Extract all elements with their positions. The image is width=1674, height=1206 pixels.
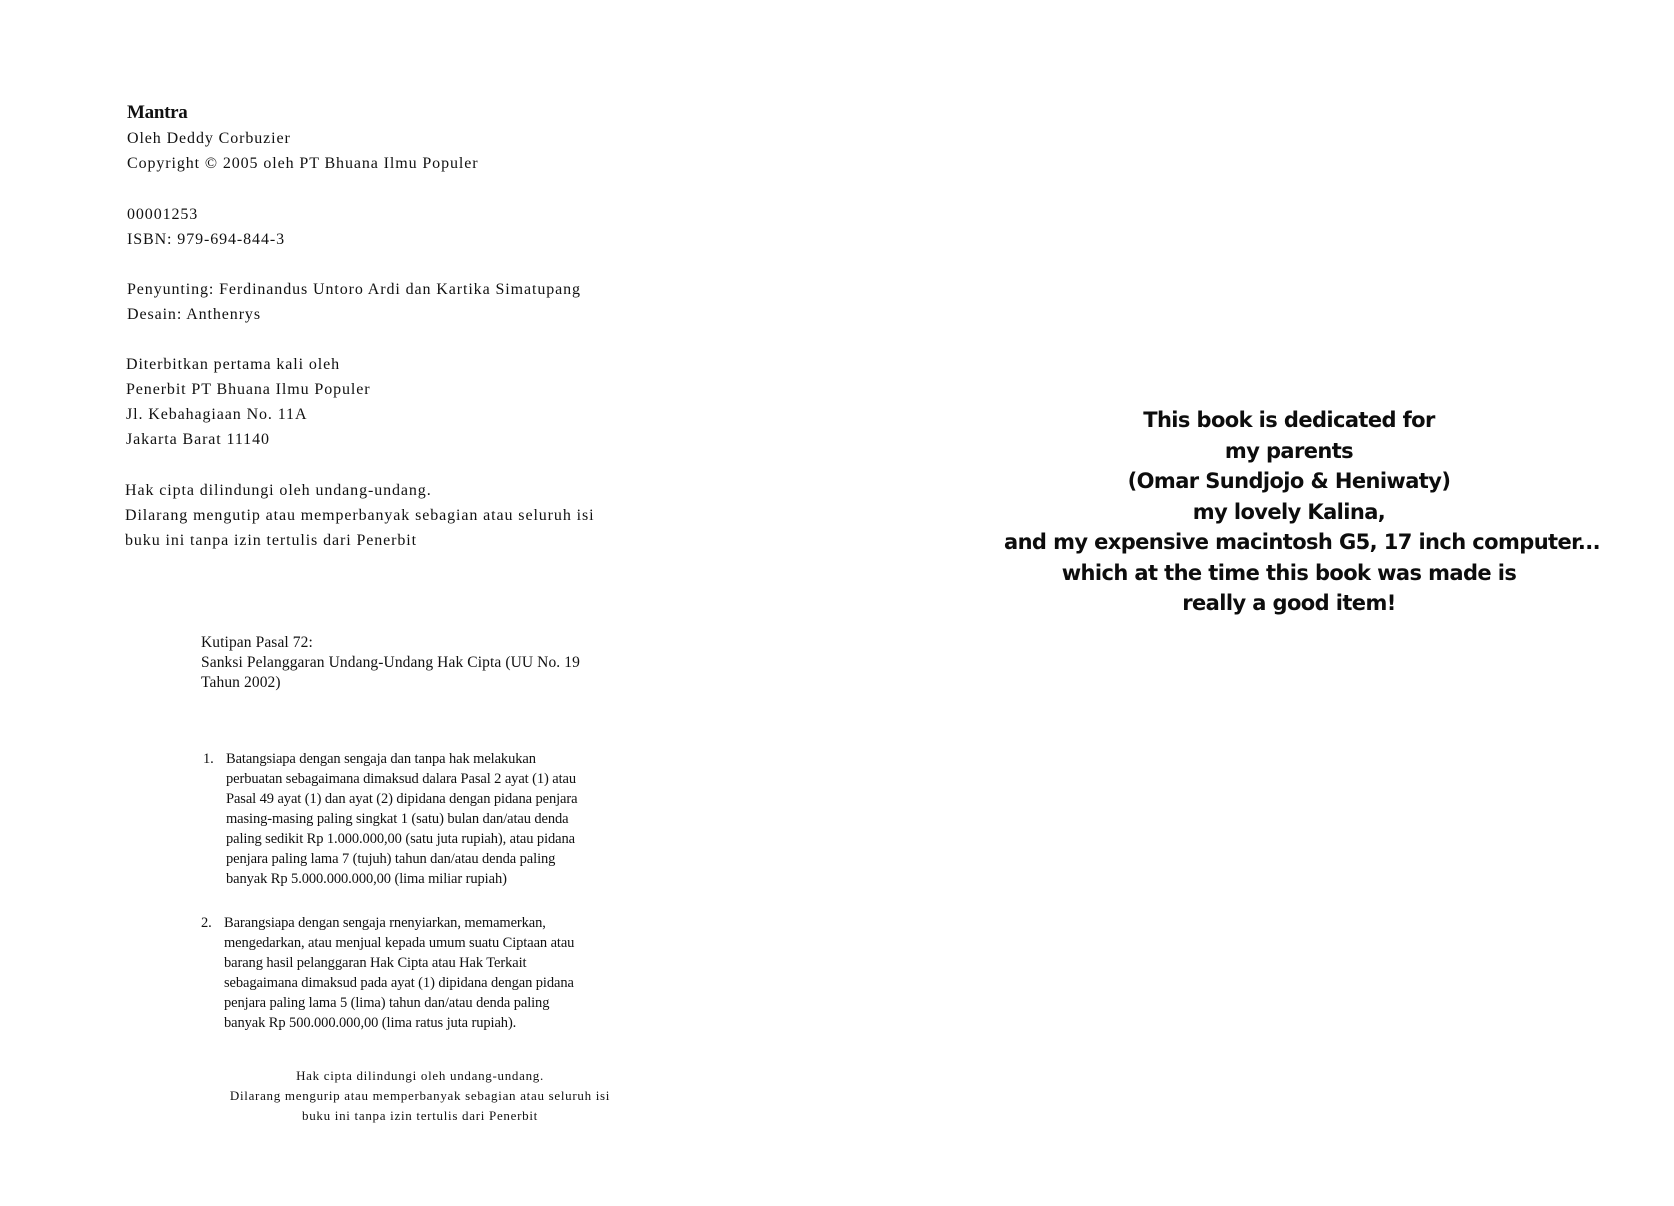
code-line: 00001253	[127, 206, 199, 223]
rights-block	[125, 478, 594, 553]
law-heading-block	[201, 633, 580, 693]
published-by-line: Diterbitkan pertama kali oleh	[126, 356, 341, 373]
footer-line-3: buku ini tanpa izin tertulis dari Penerbit	[302, 1108, 538, 1123]
address-line: Jl. Kebahagiaan No. 11A	[126, 406, 308, 423]
law-item-line: Pasal 49 ayat (1) dan ayat (2) dipidana dengan pidana penjara	[226, 791, 578, 807]
rights-line-1: Hak cipta dilindungi oleh undang-undang.	[125, 482, 432, 499]
dedication-line: which at the time this book was made is	[1061, 560, 1517, 585]
publisher-block	[126, 352, 370, 452]
dedication-line: This book is dedicated for	[1143, 408, 1435, 432]
credits-block	[127, 277, 581, 327]
footer-line-1: Hak cipta dilindungi oleh undang-undang.	[296, 1068, 544, 1083]
rights-line-3: buku ini tanpa izin tertulis dari Penerbit	[125, 532, 417, 549]
colophon	[127, 102, 187, 124]
isbn-line: ISBN: 979-694-844-3	[127, 231, 285, 248]
law-item-line: barang hasil pelanggaran Hak Cipta atau Hak Terkait	[224, 955, 527, 971]
law-item-line: sebagaimana dimaksud pada ayat (1) dipidana dengan pidana	[224, 975, 574, 991]
law-subheading-1: Sanksi Pelanggaran Undang-Undang Hak Cipta (UU No. 19	[201, 654, 580, 671]
law-item-line: banyak Rp 5.000.000.000,00 (lima miliar rupiah)	[226, 871, 507, 887]
law-item-line: masing-masing paling singkat 1 (satu) bulan dan/atau denda	[226, 811, 569, 827]
law-item-line: banyak Rp 500.000.000,00 (lima ratus juta rupiah).	[224, 1015, 517, 1031]
law-item-line: paling sedikit Rp 1.000.000,00 (satu juta rupiah), atau pidana	[226, 831, 575, 847]
city-line: Jakarta Barat 11140	[126, 431, 270, 448]
dedication-line: (Omar Sundjojo & Heniwaty)	[1127, 469, 1451, 493]
dedication-line: and my expensive macintosh G5, 17 inch computer...	[1004, 530, 1601, 554]
law-item-text	[226, 749, 646, 889]
dedication-line: my parents	[1224, 438, 1354, 463]
author-block	[127, 126, 478, 176]
publisher-line: Penerbit PT Bhuana Ilmu Populer	[126, 381, 371, 398]
footer-line-2: Dilarang mengurip atau memperbanyak sebagian atau seluruh isi	[229, 1088, 611, 1103]
rights-line-2: Dilarang mengutip atau memperbanyak sebagian atau seluruh isi	[125, 507, 595, 524]
isbn-block	[127, 202, 285, 252]
author-line: Oleh Deddy Corbuzier	[127, 130, 291, 147]
design-line: Desain: Anthenrys	[127, 306, 261, 323]
law-item-number: 1.	[203, 751, 214, 767]
law-item-text	[224, 913, 644, 1033]
footer-notice	[190, 1066, 650, 1126]
dedication-line: my lovely Kalina,	[1192, 499, 1386, 524]
law-item-line: penjara paling lama 5 (lima) tahun dan/atau denda paling	[224, 995, 550, 1011]
dedication-line: really a good item!	[1182, 591, 1396, 615]
law-item-line: mengedarkan, atau menjual kepada umum suatu Ciptaan atau	[224, 935, 575, 951]
law-item-number: 2.	[201, 915, 212, 931]
editor-line: Penyunting: Ferdinandus Untoro Ardi dan Kartika Simatupang	[127, 281, 581, 298]
dedication	[1004, 405, 1601, 619]
law-subheading-2: Tahun 2002)	[201, 674, 281, 691]
law-item-line: penjara paling lama 7 (tujuh) tahun dan/atau denda paling	[226, 851, 556, 867]
law-item-line: Batangsiapa dengan sengaja dan tanpa hak melakukan	[226, 751, 536, 767]
law-heading: Kutipan Pasal 72:	[201, 634, 313, 651]
copyright-line: Copyright © 2005 oleh PT Bhuana Ilmu Populer	[127, 155, 479, 172]
law-item-line: Barangsiapa dengan sengaja rnenyiarkan, memamerkan,	[224, 915, 546, 931]
law-item-line: perbuatan sebagaimana dimaksud dalara Pasal 2 ayat (1) atau	[226, 771, 577, 787]
book-title: Mantra	[127, 102, 188, 123]
